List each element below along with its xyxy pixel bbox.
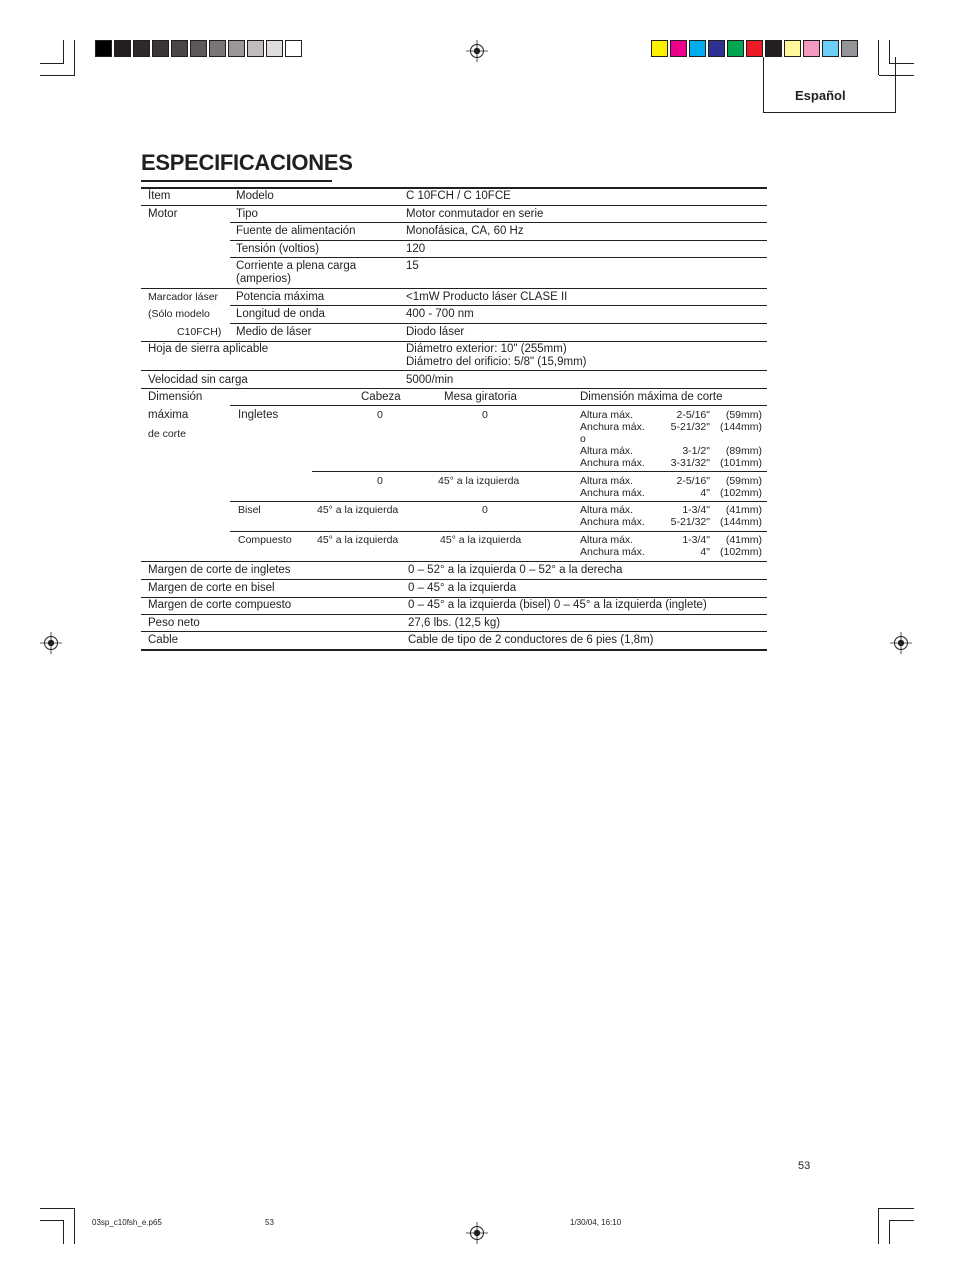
language-tab [763,57,896,113]
footer-page: 53 [265,1218,274,1227]
language-label: Español [795,88,846,103]
dim-inches: 3-31/32" [670,457,710,469]
or-label: o [580,433,586,445]
miter-range-label: Margen de corte de ingletes [148,564,291,576]
color-swatch [285,40,302,57]
color-swatch [95,40,112,57]
dim-mm: (144mm) [719,516,762,528]
wavelength-label: Longitud de onda [236,308,325,320]
miter-range-value: 0 – 52° a la izquierda 0 – 52° a la derecha [408,564,623,576]
dim-name: Anchura máx. [580,487,645,499]
registration-mark-icon [40,632,62,654]
dim-name: Anchura máx. [580,457,645,469]
miter-r1-head: 0 [377,409,383,421]
color-swatch [708,40,725,57]
laser-label-line3: C10FCH) [177,326,222,338]
max-power-label: Potencia máxima [236,291,325,303]
dim-inches: 1-3/4" [682,504,710,516]
registration-mark-icon [890,632,912,654]
blade-label: Hoja de sierra aplicable [148,343,269,355]
dim-mm: (41mm) [725,534,762,546]
voltage-label: Tensión (voltios) [236,243,320,255]
dim-inches: 4" [700,487,710,499]
dim-inches: 5-21/32" [670,421,710,433]
voltage-value: 120 [406,243,426,255]
color-swatch [651,40,668,57]
wavelength-value: 400 - 700 nm [406,308,474,320]
dim-mm: (101mm) [719,457,762,469]
compound-label: Compuesto [238,534,292,546]
cut-label-line2: máxima [148,409,189,421]
dim-name: Altura máx. [580,504,634,516]
cut-label-line1: Dimensión [148,391,203,403]
dim-mm: (59mm) [725,409,762,421]
blade-value-line1: Diámetro exterior: 10" (255mm) [406,343,567,355]
dim-name: Anchura máx. [580,421,645,433]
weight-value: 27,6 lbs. (12,5 kg) [408,617,501,629]
dim-inches: 3-1/2" [682,445,710,457]
item-label: Ítem [148,190,171,202]
color-swatch [133,40,150,57]
registration-mark-icon [466,1222,488,1244]
footer-filename: 03sp_c10fsh_e.p65 [92,1218,162,1227]
compound-table: 45° a la izquierda [440,534,522,546]
footer-date: 1/30/04, 16:10 [570,1218,622,1227]
dim-mm: (102mm) [719,487,762,499]
model-value: C 10FCH / C 10FCE [406,190,511,202]
miter-r2-table: 45° a la izquierda [438,475,520,487]
power-source-label: Fuente de alimentación [236,225,356,237]
color-swatch [822,40,839,57]
max-power-value: <1mW Producto láser CLASE II [406,291,568,303]
title-underline [141,180,332,182]
color-swatch [784,40,801,57]
registration-mark-icon [466,40,488,62]
dim-inches: 2-5/16" [676,475,710,487]
model-label: Modelo [236,190,274,202]
motor-type-value: Motor conmutador en serie [406,208,544,220]
dim-inches: 2-5/16" [676,409,710,421]
color-swatch [765,40,782,57]
color-swatch [228,40,245,57]
dim-name: Anchura máx. [580,516,645,528]
dim-name: Altura máx. [580,445,634,457]
col-header-table: Mesa giratoria [444,391,517,403]
cord-label: Cable [148,634,179,646]
page-number: 53 [798,1160,811,1172]
color-swatch [152,40,169,57]
motor-type-label: Tipo [236,208,258,220]
page-title: ESPECIFICACIONES [141,150,353,175]
current-label-line1: Corriente a plena carga [236,260,357,272]
miter-label: Ingletes [238,409,279,421]
dim-mm: (89mm) [725,445,762,457]
bevel-table: 0 [482,504,488,516]
dim-name: Altura máx. [580,475,634,487]
color-swatch [746,40,763,57]
dim-name: Altura máx. [580,409,634,421]
cut-label-line3: de corte [148,428,186,440]
compound-range-label: Margen de corte compuesto [148,599,292,611]
dim-mm: (41mm) [725,504,762,516]
color-swatch [670,40,687,57]
miter-r1-table: 0 [482,409,488,421]
color-swatch [247,40,264,57]
bevel-head: 45° a la izquierda [317,504,399,516]
speed-value: 5000/min [406,374,454,386]
bevel-range-label: Margen de corte en bisel [148,582,275,594]
laser-label-line2: (Sólo modelo [148,308,210,320]
dim-name: Anchura máx. [580,546,645,558]
speed-label: Velocidad sin carga [148,374,248,386]
compound-range-value: 0 – 45° a la izquierda (bisel) 0 – 45° a la izquierda (inglete) [408,599,707,611]
dim-inches: 5-21/32" [670,516,710,528]
laser-medium-value: Diodo láser [406,326,465,338]
color-swatch [209,40,226,57]
power-source-value: Monofásica, CA, 60 Hz [406,225,524,237]
dim-inches: 4" [700,546,710,558]
current-label-line2: (amperios) [236,273,291,285]
color-swatch [689,40,706,57]
miter-r2-head: 0 [377,475,383,487]
current-value: 15 [406,260,419,272]
dim-name: Altura máx. [580,534,634,546]
color-swatch [803,40,820,57]
dim-mm: (59mm) [725,475,762,487]
dim-inches: 1-3/4" [682,534,710,546]
color-swatch [171,40,188,57]
color-swatch [841,40,858,57]
color-swatch [727,40,744,57]
weight-label: Peso neto [148,617,200,629]
bevel-range-value: 0 – 45° a la izquierda [408,582,517,594]
dim-mm: (102mm) [719,546,762,558]
laser-medium-label: Medio de láser [236,326,312,338]
color-swatch [190,40,207,57]
blade-value-line2: Diámetro del orificio: 5/8" (15,9mm) [406,356,587,368]
color-swatch [266,40,283,57]
motor-label: Motor [148,208,178,220]
color-swatch [114,40,131,57]
cord-value: Cable de tipo de 2 conductores de 6 pies (1,8m) [408,634,654,646]
dim-mm: (144mm) [719,421,762,433]
laser-label-line1: Marcador láser [148,291,219,303]
col-header-head: Cabeza [361,391,401,403]
bevel-label: Bisel [238,504,261,516]
compound-head: 45° a la izquierda [317,534,399,546]
col-header-dim: Dimensión máxima de corte [580,391,723,403]
